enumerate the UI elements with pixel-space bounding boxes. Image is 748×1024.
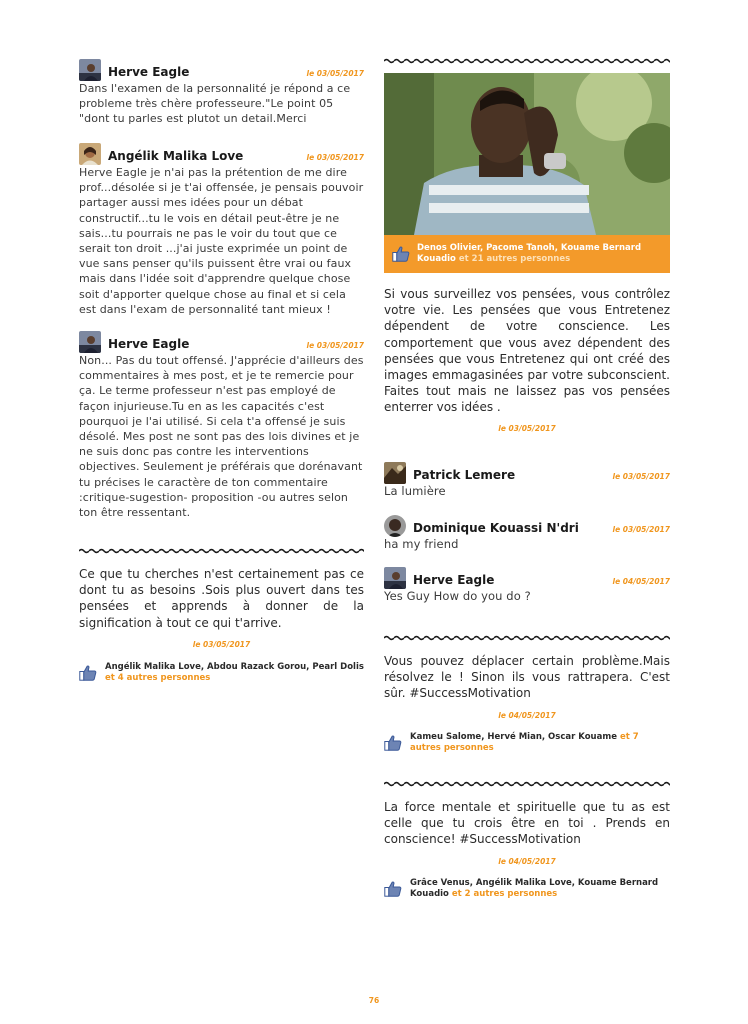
likes-text <box>410 732 670 754</box>
comment-text: ha my friend <box>384 537 459 551</box>
comment <box>79 331 364 520</box>
comment-date: le 03/05/2017 <box>306 153 364 162</box>
avatar[interactable] <box>384 462 406 484</box>
post-text: La force mentale et spirituelle que tu as est celle que tu crois être en toi . Prends en conscience! #SuccessMotivation <box>384 800 670 847</box>
comment-author[interactable]: Angélik Malika Love <box>108 149 244 163</box>
comment-author[interactable]: Herve Eagle <box>108 337 190 351</box>
comment <box>79 143 364 317</box>
comment-date: le 03/05/2017 <box>306 69 364 78</box>
avatar[interactable] <box>384 515 406 537</box>
thumbs-up-icon[interactable] <box>79 665 97 681</box>
post-text: Si vous surveillez vos pensées, vous contrôlez votre vie. Les pensées que vous Entretenez dépendent de votre conscience. Les comportement que vous avez dépendent des pensées que vous Entretenez qui ont créé des images emmagasinées par votre subconscient. Faites tout mais ne laissez pas vos pensées enterrer vos idées . <box>384 287 670 415</box>
comment-author[interactable]: Patrick Lemere <box>413 468 516 482</box>
thumbs-up-icon[interactable] <box>384 881 402 897</box>
post-likes[interactable] <box>384 731 670 761</box>
wavy-divider <box>384 58 670 64</box>
likes-text <box>105 662 364 684</box>
comment-text: Herve Eagle je n'ai pas la prétention de me dire prof...désolée si je t'ai offensée, je pensais pouvoir partager aussi mes idées pour un débat constructif...tu le vois en détail peut-être je ne sais...tu pourrais ne pas le voir du tout que ce serait ton droit ...j'ai juste exprimée un point de vue sans penser qu'ils puissent être vrai ou faux mais dans l'idée soit d'apprendre quelque chose soit d'apporter quelque chose au final et si cela est dans l'exam de personnalité tant mieux ! <box>79 166 364 316</box>
likes-others[interactable]: et 21 autres personnes <box>458 254 571 264</box>
likes-text <box>417 243 670 265</box>
likes-others[interactable]: et 2 autres personnes <box>451 889 558 899</box>
comment <box>384 462 670 499</box>
post-date: le 03/05/2017 <box>498 424 556 433</box>
likes-names[interactable]: Denos Olivier, Pacome Tanoh, Kouame Bernard Kouadio <box>417 243 642 264</box>
comment-text: La lumière <box>384 484 446 498</box>
avatar[interactable] <box>384 567 406 589</box>
comment-date: le 03/05/2017 <box>612 525 670 534</box>
wavy-divider <box>384 781 670 787</box>
likes-text <box>410 878 670 900</box>
comment <box>79 59 364 127</box>
comment <box>384 567 670 604</box>
post-text: Ce que tu cherches n'est certainement pas ce dont tu as besoins .Sois plus ouvert dans tes pensées et apprends à donner de la signification à tout ce qui t'arrive. <box>79 567 364 630</box>
likes-names[interactable]: Grâce Venus, Angélik Malika Love, Kouame Bernard Kouadio <box>410 878 659 899</box>
post-date: le 04/05/2017 <box>498 711 556 720</box>
likes-names[interactable]: Kameu Salome, Hervé Mian, Oscar Kouame <box>410 732 617 742</box>
post-likes[interactable] <box>79 661 364 691</box>
thumbs-up-icon[interactable] <box>384 735 402 751</box>
wavy-divider <box>79 548 364 554</box>
comment-author[interactable]: Herve Eagle <box>108 65 190 79</box>
wavy-divider <box>384 635 670 641</box>
comment-date: le 04/05/2017 <box>612 577 670 586</box>
comment-text: Yes Guy How do you do ? <box>384 589 531 603</box>
thumbs-up-icon[interactable] <box>392 246 410 262</box>
comment-text: Dans l'examen de la personnalité je répond a ce probleme très chère professeure."Le point 05 "dont tu parles est plutot un detail.Merci <box>79 82 351 126</box>
comment <box>384 515 670 552</box>
comment-author[interactable]: Herve Eagle <box>413 573 495 587</box>
photo-likes[interactable] <box>384 235 670 273</box>
post-likes[interactable] <box>384 877 670 907</box>
post-photo[interactable] <box>384 73 670 235</box>
avatar[interactable] <box>79 59 101 81</box>
likes-names[interactable]: Angélik Malika Love, Abdou Razack Gorou, Pearl Dolis <box>105 662 364 672</box>
likes-others[interactable]: et 4 autres personnes <box>105 673 211 683</box>
comment-date: le 03/05/2017 <box>306 341 364 350</box>
avatar[interactable] <box>79 143 101 165</box>
likes-others[interactable]: et 7 autres personnes <box>410 732 639 753</box>
post-text: Vous pouvez déplacer certain problème.Mais résolvez le ! Sinon ils vous rattrapera. C'est sûr. #SuccessMotivation <box>384 654 670 701</box>
post-date: le 03/05/2017 <box>192 640 251 649</box>
page-number: 76 <box>368 996 380 1005</box>
comment-date: le 03/05/2017 <box>612 472 670 481</box>
avatar[interactable] <box>79 331 101 353</box>
comment-author[interactable]: Dominique Kouassi N'dri <box>413 521 579 535</box>
comment-text: Non... Pas du tout offensé. J'apprécie d'ailleurs des commentaires à mes post, et je te remercie pour ça. Le terme professeur n'est pas employé de façon injurieuse.Tu en as les capacités c'est pourquoi je l'ai utilisé. Si cela t'a offensé je suis désolé. Mes post ne sont pas des lois divines et je ne suis donc pas contre les interventions objectives. Seulement je préférais que dorénavant tu précises le caractère de ton commentaire :critique-sugestion- proposition -ou autres selon ton être ressentant. <box>79 354 364 520</box>
post-date: le 04/05/2017 <box>498 857 556 866</box>
